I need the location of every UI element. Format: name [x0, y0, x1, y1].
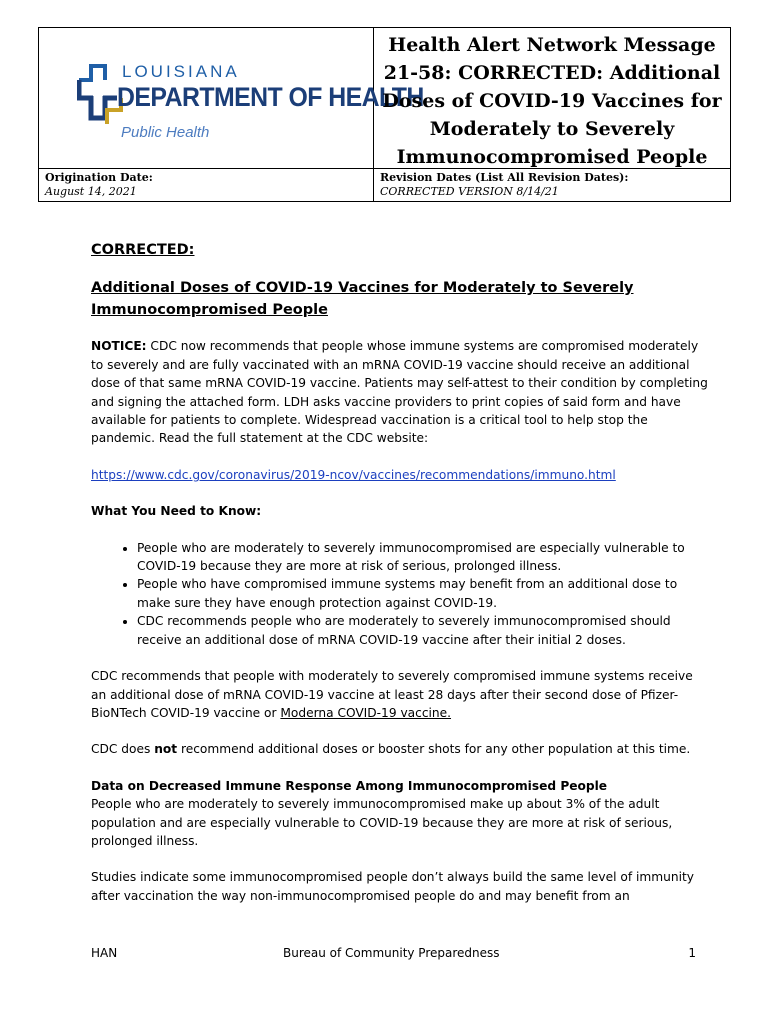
data-heading: Data on Decreased Immune Response Among Immunocompromised People	[91, 778, 608, 793]
recommendation-paragraph	[91, 667, 711, 722]
page-number: 1	[688, 946, 696, 960]
origination-label: Origination Date:	[45, 171, 153, 184]
need-to-know-list	[91, 539, 711, 649]
booster-paragraph	[91, 740, 711, 758]
notice-text: CDC now recommends that people whose immune systems are compromised moderately to severely and are fully vaccinated with an mRNA COVID-19 vaccine should receive an additional dose of that same mRNA COVID-19 vaccine. Patients may self-attest to their condition by completing and signing the attached form. LDH asks vaccine providers to print copies of said form and have available for patients to complete. Widespread vaccination is a critical tool to help stop the pandemic. Read the full statement at the CDC website:	[91, 339, 708, 446]
logo-state-text: LOUISIANA	[122, 62, 240, 81]
cdc-link[interactable]: https://www.cdc.gov/coronavirus/2019-ncov/vaccines/recommendations/immuno.html	[91, 467, 616, 482]
need-to-know-heading: What You Need to Know:	[91, 504, 262, 519]
list-item: • People who are moderately to severely immunocompromised are especially vulnerable to COVID-19 because they are more at risk of serious, prolonged illness.	[137, 539, 711, 576]
document-body	[91, 238, 711, 905]
header-table	[38, 27, 731, 202]
footer-bureau: Bureau of Community Preparedness	[283, 946, 500, 960]
logo-division-text: Public Health	[121, 124, 210, 141]
booster-text-not: not	[154, 742, 178, 757]
list-item: • CDC recommends people who are moderately to severely immunocompromised should receive an additional dose of mRNA COVID-19 vaccine after their initial 2 doses.	[137, 612, 711, 649]
recommendation-text: CDC recommends that people with moderately to severely compromised immune systems receive an additional dose of mRNA COVID-19 vaccine at least 28 days after their second dose of Pfizer-BioNTech COVID-19 vaccine or	[91, 669, 693, 720]
corrected-heading: CORRECTED:	[91, 242, 195, 258]
origination-date	[45, 171, 153, 199]
booster-text-a: CDC does	[91, 742, 155, 757]
data-paragraph: People who are moderately to severely immunocompromised make up about 3% of the adult population and are especially vulnerable to COVID-19 because they are more at risk of serious, prolonged illness.	[91, 797, 673, 848]
list-item: • People who have compromised immune systems may benefit from an additional dose to make sure they have enough protection against COVID-19.	[137, 575, 711, 612]
page-title: Health Alert Network Message 21-58: CORRECTED: Additional Doses of COVID-19 Vaccines for Moderately to Severely Immunocompromised People	[382, 34, 722, 168]
revision-value: CORRECTED VERSION 8/14/21	[380, 185, 559, 198]
ldh-logo	[77, 48, 424, 158]
section-title: Additional Doses of COVID-19 Vaccines for Moderately to Severely Immunocompromised People	[91, 280, 634, 319]
header-divider-vertical	[373, 28, 374, 201]
footer-han: HAN	[91, 946, 118, 960]
moderna-link[interactable]: Moderna COVID-19 vaccine.	[280, 705, 452, 720]
page-footer	[91, 946, 696, 966]
logo-department-text: DEPARTMENT OF HEALTH	[117, 82, 424, 112]
studies-paragraph: Studies indicate some immunocompromised people don’t always build the same level of immunity after vaccination the way non-immunocompromised people do and may benefit from an	[91, 870, 694, 903]
origination-value: August 14, 2021	[45, 185, 137, 198]
booster-text-c: recommend additional doses or booster shots for any other population at this time.	[177, 742, 691, 757]
notice-label: NOTICE:	[91, 339, 147, 354]
revision-label: Revision Dates (List All Revision Dates):	[380, 171, 629, 184]
revision-dates	[380, 171, 628, 199]
notice-paragraph	[91, 337, 711, 447]
